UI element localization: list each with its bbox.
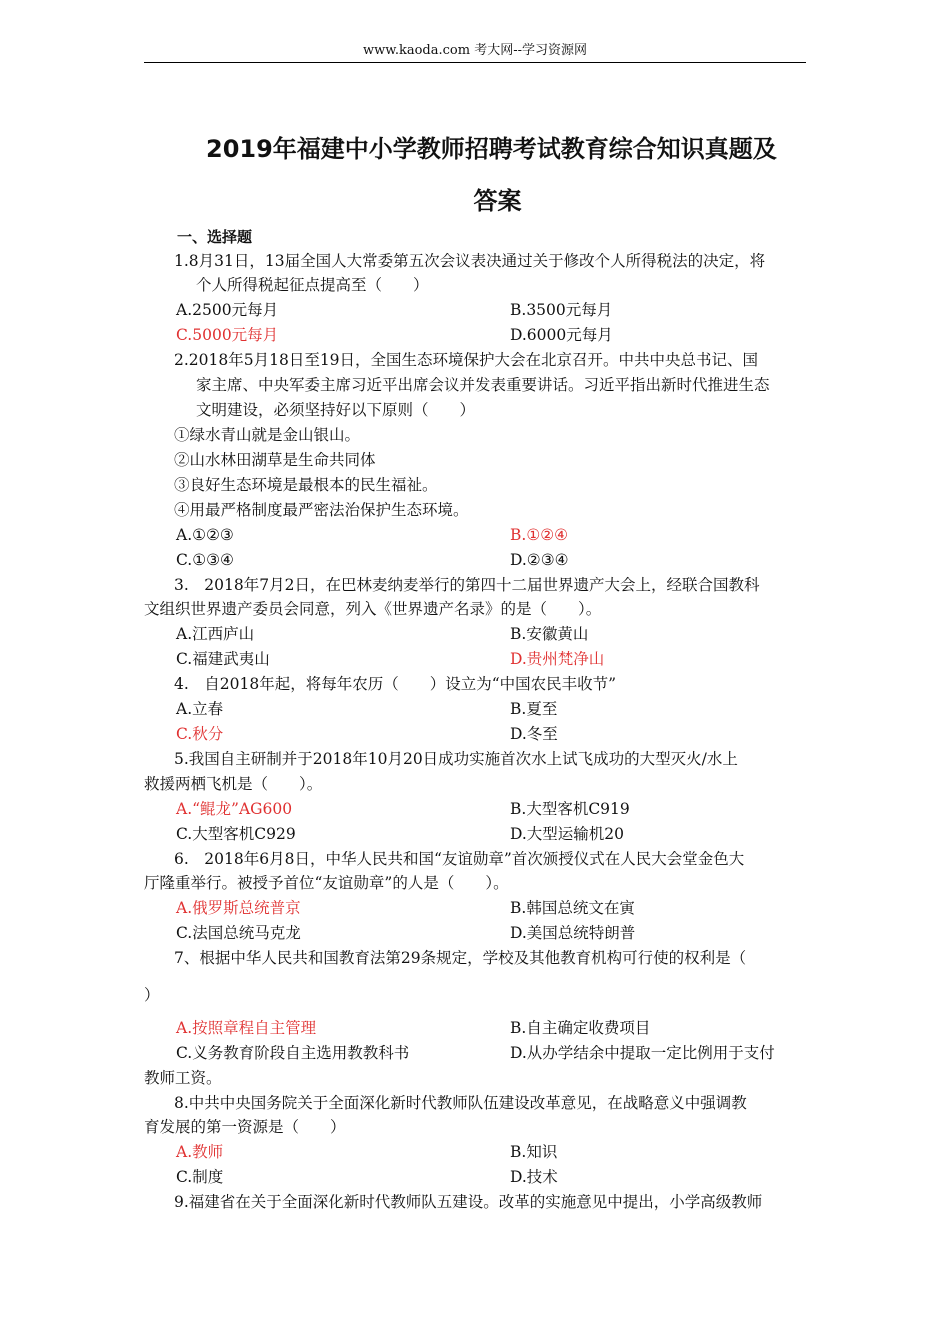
q2-principle-4: ④用最严格制度最严密法治保护生态环境。 bbox=[174, 501, 469, 519]
q5-option-b: B.大型客机C919 bbox=[510, 800, 630, 818]
q8-option-d: D.技术 bbox=[510, 1168, 558, 1186]
q7-stem-cont: ） bbox=[144, 986, 160, 1004]
q1-option-d: D.6000元每月 bbox=[510, 326, 613, 344]
q5-stem-cont: 救援两栖飞机是（ ）。 bbox=[144, 775, 323, 793]
q3-option-d-answer: D.贵州梵净山 bbox=[510, 650, 605, 668]
section-heading: 一、选择题 bbox=[177, 228, 253, 246]
q8-option-b: B.知识 bbox=[510, 1143, 558, 1161]
q1-option-c-answer: C.5000元每月 bbox=[176, 326, 279, 344]
q6-stem: 6. 2018年6月8日，中华人民共和国“友谊勋章”首次颁授仪式在人民大会堂金色大 bbox=[174, 850, 745, 868]
q2-option-a: A.①②③ bbox=[176, 526, 234, 544]
q7-option-a-answer: A.按照章程自主管理 bbox=[176, 1019, 317, 1037]
q2-stem: 2.2018年5月18日至19日，全国生态环境保护大会在北京召开。中共中央总书记、国 bbox=[174, 351, 759, 369]
q3-stem: 3. 2018年7月2日，在巴林麦纳麦举行的第四十二届世界遗产大会上，经联合国教科 bbox=[174, 576, 760, 594]
q1-stem: 1.8月31日，13届全国人大常委第五次会议表决通过关于修改个人所得税法的决定，将 bbox=[174, 252, 766, 270]
q6-option-a-answer: A.俄罗斯总统普京 bbox=[176, 899, 301, 917]
q1-stem-cont: 个人所得税起征点提高至（ ） bbox=[196, 276, 429, 294]
q6-option-c: C.法国总统马克龙 bbox=[176, 924, 301, 942]
page-header: www.kaoda.com 考大网--学习资源网 bbox=[363, 43, 587, 58]
q3-option-c: C.福建武夷山 bbox=[176, 650, 270, 668]
q7-option-c: C.义务教育阶段自主选用教教科书 bbox=[176, 1044, 410, 1062]
q6-stem-cont: 厅隆重举行。被授予首位“友谊勋章”的人是（ ）。 bbox=[144, 874, 509, 892]
document-title: 2019年福建中小学教师招聘考试教育综合知识真题及 bbox=[206, 135, 777, 163]
q8-option-a-answer: A.教师 bbox=[176, 1143, 224, 1161]
q4-option-a: A.立春 bbox=[176, 700, 224, 718]
q2-option-d: D.②③④ bbox=[510, 551, 569, 569]
q5-option-a-answer: A.“鲲龙”AG600 bbox=[176, 800, 293, 818]
q2-stem-cont2: 文明建设，必须坚持好以下原则（ ） bbox=[196, 401, 476, 419]
q5-stem: 5.我国自主研制并于2018年10月20日成功实施首次水上试飞成功的大型灭火/水上 bbox=[174, 750, 738, 768]
q6-option-b: B.韩国总统文在寅 bbox=[510, 899, 635, 917]
q5-option-d: D.大型运输机20 bbox=[510, 825, 625, 843]
q7-option-b: B.自主确定收费项目 bbox=[510, 1019, 651, 1037]
q4-option-b: B.夏至 bbox=[510, 700, 558, 718]
q1-option-a: A.2500元每月 bbox=[176, 301, 279, 319]
q4-option-c-answer: C.秋分 bbox=[176, 725, 224, 743]
q2-principle-2: ②山水林田湖草是生命共同体 bbox=[174, 451, 376, 469]
q5-option-c: C.大型客机C929 bbox=[176, 825, 296, 843]
q2-principle-3: ③良好生态环境是最根本的民生福祉。 bbox=[174, 476, 438, 494]
q8-option-c: C.制度 bbox=[176, 1168, 224, 1186]
q8-stem: 8.中共中央国务院关于全面深化新时代教师队伍建设改革意见，在战略意义中强调教 bbox=[174, 1094, 747, 1112]
q9-stem: 9.福建省在关于全面深化新时代教师队五建设。改革的实施意见中提出，小学高级教师 bbox=[174, 1193, 763, 1211]
q2-stem-cont: 家主席、中央军委主席习近平出席会议并发表重要讲话。习近平指出新时代推进生态 bbox=[196, 376, 770, 394]
q2-option-c: C.①③④ bbox=[176, 551, 234, 569]
document-title-line2: 答案 bbox=[473, 187, 522, 215]
q4-stem: 4. 自2018年起，将每年农历（ ）设立为“中国农民丰收节” bbox=[174, 675, 617, 693]
q3-stem-cont: 文组织世界遗产委员会同意，列入《世界遗产名录》的是（ ）。 bbox=[144, 600, 602, 618]
q3-option-b: B.安徽黄山 bbox=[510, 625, 589, 643]
q7-option-d-cont: 教师工资。 bbox=[144, 1069, 222, 1087]
q1-option-b: B.3500元每月 bbox=[510, 301, 613, 319]
q3-option-a: A.江西庐山 bbox=[176, 625, 255, 643]
q2-option-b-answer: B.①②④ bbox=[510, 526, 569, 544]
q7-option-d: D.从办学结余中提取一定比例用于支付 bbox=[510, 1044, 775, 1062]
q4-option-d: D.冬至 bbox=[510, 725, 558, 743]
q6-option-d: D.美国总统特朗普 bbox=[510, 924, 636, 942]
q7-stem: 7、根据中华人民共和国教育法第29条规定，学校及其他教育机构可行使的权利是（ bbox=[174, 949, 747, 967]
header-rule bbox=[144, 62, 806, 63]
q2-principle-1: ①绿水青山就是金山银山。 bbox=[174, 426, 361, 444]
q8-stem-cont: 育发展的第一资源是（ ） bbox=[144, 1118, 346, 1136]
